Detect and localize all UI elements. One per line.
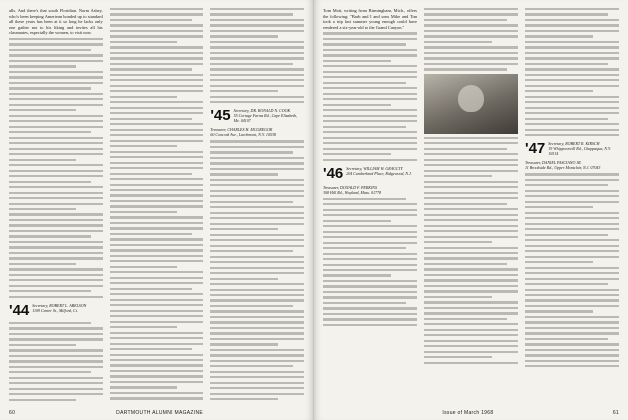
class-year: '46	[323, 164, 344, 182]
right-page	[314, 0, 628, 420]
class-44-heading	[9, 303, 103, 318]
class-year: '45	[210, 107, 231, 125]
body-text	[525, 8, 619, 136]
page-number: 61	[612, 410, 619, 416]
class-47-heading	[525, 141, 619, 156]
class-45-heading	[210, 108, 304, 123]
class-treasurer-address: 11 Brookside Rd., Upper Montclair, N.J. 07043	[525, 165, 601, 171]
body-text	[424, 8, 518, 71]
right-column-2	[424, 8, 518, 402]
issue-title: Issue of March 1968	[442, 410, 494, 416]
body-text	[210, 140, 304, 400]
body-text	[525, 173, 619, 367]
class-address: 204 Cumberland Place, Ridgewood, N.J.	[346, 170, 412, 176]
left-page-footer	[9, 410, 304, 416]
body-text	[9, 322, 103, 402]
page-number: 60	[9, 410, 16, 416]
class-treasurer: Treasurer, DANIEL FASCIANO JR.	[525, 160, 582, 166]
class-secretary: Secretary, DR. RONALD N. COOK	[233, 108, 291, 114]
portrait-photo	[424, 74, 518, 134]
class-address: 55 Cortage Farms Rd., Cape Elizabeth, Me. 04107	[233, 113, 298, 124]
body-text	[424, 137, 518, 364]
body-text	[210, 8, 304, 103]
left-column-1	[9, 8, 103, 402]
class-treasurer: Treasurer, DONALD F. PERKINS	[323, 184, 377, 190]
class-46-heading	[323, 166, 417, 181]
right-page-footer	[323, 410, 619, 416]
intro-paragraph: Tom Mott, writing from Birmingham, Mich., offers the following: "Barb and I and sons Mike and Tim took a trip last summer young enough could have rendered a six-year-old to the Grand Canyon."	[323, 8, 417, 30]
class-year: '47	[525, 140, 546, 158]
magazine-title: DARTMOUTH ALUMNI MAGAZINE	[116, 410, 204, 416]
class-address: 19 Whippoorwill Rd., Chappaqua, N.Y. 10514	[548, 146, 611, 157]
body-text	[323, 32, 417, 160]
body-text	[110, 8, 204, 402]
class-secretary: Secretary, WILLIAM W. GRAULTY	[346, 165, 403, 171]
body-text	[9, 38, 103, 298]
class-treasurer-address: 308 Hill Rd., Wayland, Mass. 01778	[323, 189, 381, 195]
class-address: 1109 Center St., Milford, Ct.	[32, 307, 78, 313]
left-column-2	[110, 8, 204, 402]
right-column-1	[323, 8, 417, 402]
class-treasurer: Treasurer, CHARLES H. MCGREGOR	[210, 127, 273, 133]
class-secretary: Secretary, ROBERT L. ABELSON	[32, 302, 87, 308]
left-column-3	[210, 8, 304, 402]
right-column-3	[525, 8, 619, 402]
class-secretary: Secretary, ROBERT R. KIRSCH	[548, 141, 600, 147]
body-text	[323, 198, 417, 326]
class-treasurer-address: 60 Concord Ave., Larchmont, N.Y. 10538	[210, 132, 276, 138]
class-year: '44	[9, 301, 30, 319]
intro-paragraph: alls. And there's that south Floridian. Norm Asbey, who's been keeping Ameriean bonded up to standard all these years has been at it so long he lacks only one gather not to his liking and invites all his classmates, especially the women, to visit now.	[9, 8, 103, 36]
